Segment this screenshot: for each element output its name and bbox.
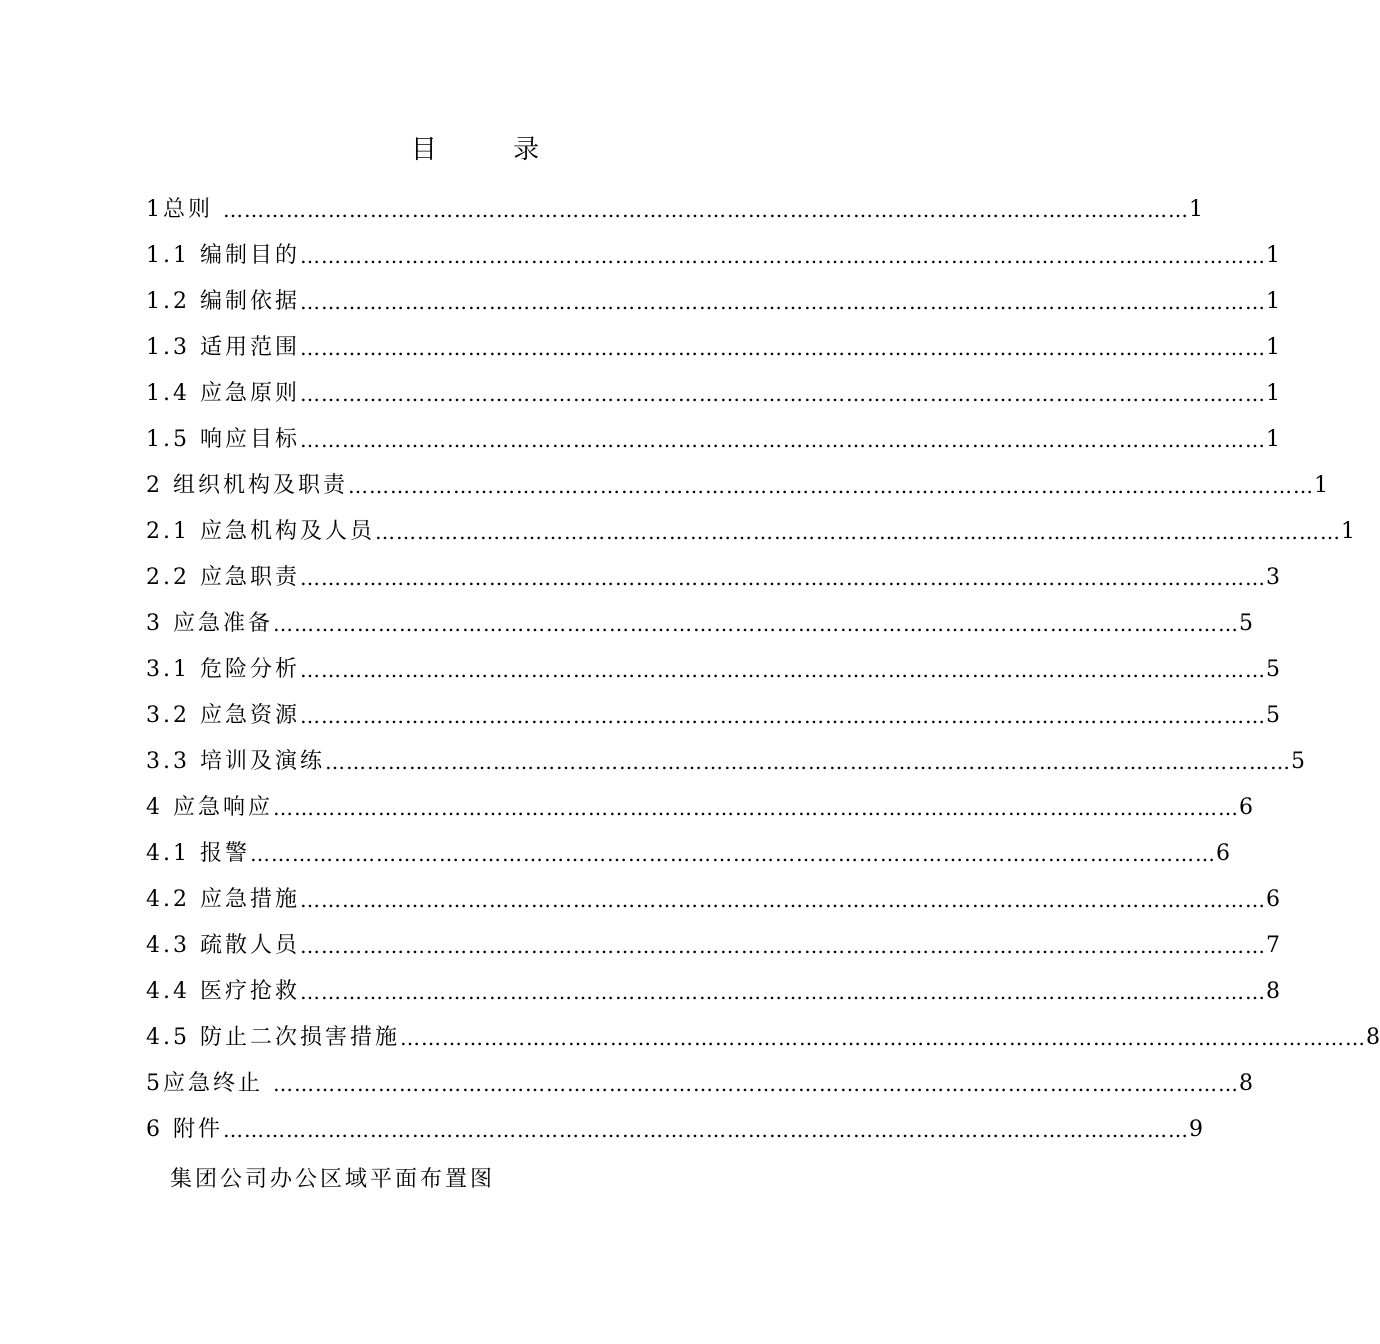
toc-entry-label: 2 组织机构及职责 — [146, 473, 348, 498]
toc-entry-label: 1.4 应急原则 — [146, 381, 300, 406]
toc-entry-label: 4.4 医疗抢救 — [146, 979, 300, 1004]
toc-entry-label: 1总则 — [146, 197, 213, 222]
toc-entry-page: 1 — [1314, 473, 1328, 498]
toc-entry[interactable] — [146, 969, 1280, 1015]
toc-entry-page: 5 — [1290, 749, 1305, 774]
toc-entry-label: 4 应急响应 — [146, 795, 273, 820]
toc-entry[interactable] — [146, 785, 1253, 831]
toc-entry[interactable] — [146, 1015, 1380, 1061]
toc-entry-page: 1 — [1265, 381, 1280, 406]
toc-entry-page: 8 — [1365, 1025, 1380, 1050]
toc-entry-page: 5 — [1265, 703, 1280, 728]
toc-entry-page: 1 — [1340, 519, 1355, 544]
toc-entry[interactable] — [146, 923, 1280, 969]
toc-entry[interactable] — [146, 325, 1280, 371]
toc-title: 目 录 — [410, 135, 574, 165]
toc-entry[interactable] — [146, 233, 1280, 279]
toc-entry[interactable] — [146, 187, 1203, 233]
toc-entry[interactable] — [146, 555, 1280, 601]
toc-entry[interactable] — [146, 739, 1305, 785]
toc-entry-page: 6 — [1265, 887, 1280, 912]
toc-entry-page: 1 — [1189, 197, 1203, 222]
toc-entry-page: 6 — [1239, 795, 1253, 820]
toc-entry-page: 9 — [1189, 1117, 1203, 1142]
toc-entry-label: 1.3 适用范围 — [146, 335, 300, 360]
toc-entry-page: 5 — [1265, 657, 1280, 682]
toc-dot-leader: ………………………………………………………………………………………………………………………… — [273, 612, 1239, 636]
toc-entry-label: 4.1 报警 — [146, 841, 250, 866]
toc-dot-leader: ………………………………………………………………………………………………………………………… — [299, 382, 1266, 406]
toc-dot-leader: ………………………………………………………………………………………………………………………… — [273, 1072, 1239, 1096]
toc-entry-page: 8 — [1239, 1071, 1253, 1096]
toc-entry[interactable] — [146, 877, 1280, 923]
toc-entry-page: 3 — [1265, 565, 1280, 590]
toc-dot-leader: ………………………………………………………………………………………………………………………… — [324, 750, 1291, 774]
toc-dot-leader: ………………………………………………………………………………………………………………………… — [299, 934, 1266, 958]
toc-dot-leader: ………………………………………………………………………………………………………………………… — [299, 980, 1266, 1004]
toc-dot-leader: ………………………………………………………………………………………………………………………… — [299, 658, 1266, 682]
toc-entry-label: 1.1 编制目的 — [146, 243, 300, 268]
toc-dot-leader: ………………………………………………………………………………………………………………………… — [299, 888, 1266, 912]
toc-dot-leader: ………………………………………………………………………………………………………………………… — [249, 842, 1216, 866]
toc-entry-page: 1 — [1265, 289, 1280, 314]
toc-dot-leader: ………………………………………………………………………………………………………………………… — [299, 704, 1266, 728]
toc-entry-label: 6 附件 — [146, 1117, 223, 1142]
toc-entry-label: 4.2 应急措施 — [146, 887, 300, 912]
toc-entry-label: 1.5 响应目标 — [146, 427, 300, 452]
toc-entry-page: 1 — [1265, 243, 1280, 268]
toc-entry[interactable] — [146, 1061, 1253, 1107]
toc-entry-label: 2.2 应急职责 — [146, 565, 300, 590]
toc-entry[interactable] — [146, 463, 1328, 509]
toc-entry[interactable] — [146, 509, 1355, 555]
toc-dot-leader: ………………………………………………………………………………………………………………………… — [273, 796, 1239, 820]
toc-entry-page: 8 — [1265, 979, 1280, 1004]
toc-dot-leader: ………………………………………………………………………………………………………………………… — [348, 474, 1314, 498]
toc-dot-leader: ………………………………………………………………………………………………………………………… — [223, 198, 1189, 222]
toc-entry-label: 5应急终止 — [146, 1071, 263, 1096]
toc-entry-label: 4.5 防止二次损害措施 — [146, 1025, 400, 1050]
toc-entry-page: 1 — [1265, 427, 1280, 452]
toc-entry-page: 6 — [1215, 841, 1230, 866]
toc-dot-leader: ………………………………………………………………………………………………………………………… — [299, 244, 1266, 268]
toc-entry-label: 3.1 危险分析 — [146, 657, 300, 682]
toc-entry[interactable] — [146, 693, 1280, 739]
toc-entry-label: 4.3 疏散人员 — [146, 933, 300, 958]
toc-dot-leader: ………………………………………………………………………………………………………………………… — [374, 520, 1341, 544]
toc-entry[interactable] — [146, 831, 1230, 877]
toc-entry-label: 3.3 培训及演练 — [146, 749, 325, 774]
toc-entry[interactable] — [146, 601, 1253, 647]
toc-entry[interactable] — [146, 417, 1280, 463]
toc-list — [146, 187, 1380, 1153]
toc-entry[interactable] — [146, 371, 1280, 417]
toc-dot-leader: ………………………………………………………………………………………………………………………… — [299, 566, 1266, 590]
toc-dot-leader: ………………………………………………………………………………………………………………………… — [223, 1118, 1189, 1142]
toc-dot-leader: ………………………………………………………………………………………………………………………… — [399, 1026, 1366, 1050]
toc-entry-label: 3 应急准备 — [146, 611, 273, 636]
toc-entry[interactable] — [146, 279, 1280, 325]
toc-dot-leader: ………………………………………………………………………………………………………………………… — [299, 290, 1266, 314]
toc-entry[interactable] — [146, 647, 1280, 693]
toc-entry-label: 2.1 应急机构及人员 — [146, 519, 375, 544]
attachment-note: 集团公司办公区域平面布置图 — [170, 1167, 496, 1192]
toc-dot-leader: ………………………………………………………………………………………………………………………… — [299, 336, 1266, 360]
toc-entry-page: 5 — [1239, 611, 1253, 636]
toc-entry-label: 3.2 应急资源 — [146, 703, 300, 728]
toc-entry-page: 1 — [1265, 335, 1280, 360]
toc-dot-leader: ………………………………………………………………………………………………………………………… — [299, 428, 1266, 452]
toc-entry-page: 7 — [1265, 933, 1280, 958]
toc-entry-label: 1.2 编制依据 — [146, 289, 300, 314]
toc-entry[interactable] — [146, 1107, 1203, 1153]
